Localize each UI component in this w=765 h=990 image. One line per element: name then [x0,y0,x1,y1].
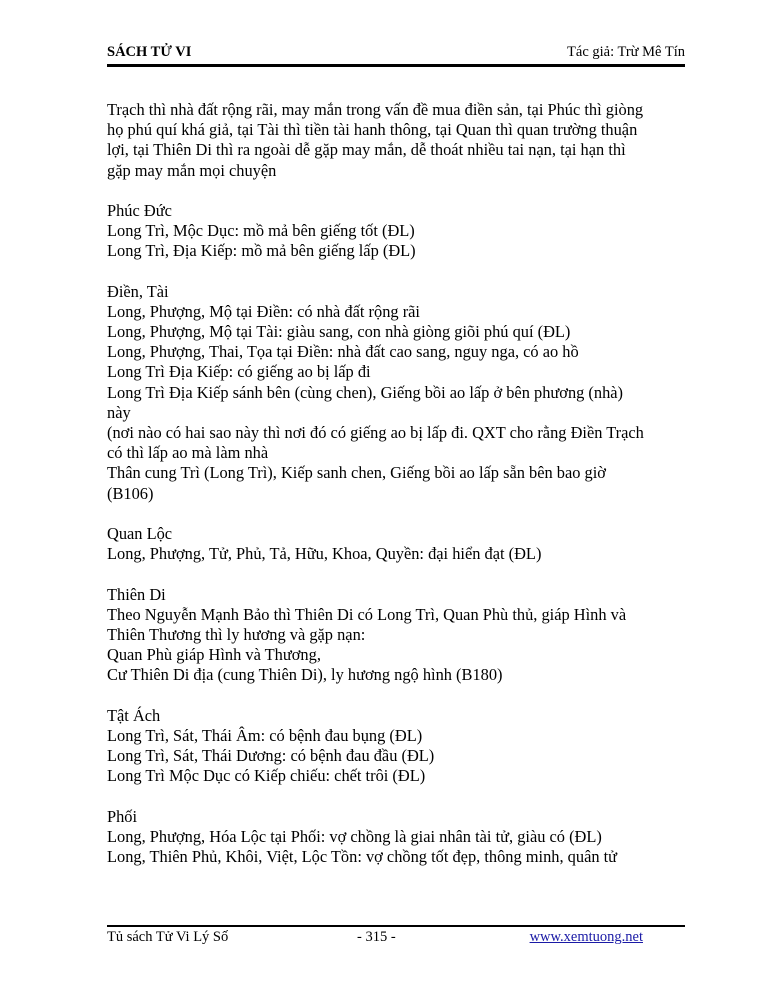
text-line: Long Trì, Sát, Thái Dương: có bệnh đau đầu (ĐL) [107,746,435,765]
text-line: Long Trì, Địa Kiếp: mồ mả bên giếng lấp (ĐL) [107,241,416,261]
text-line: (nơi nào có hai sao này thì nơi đó có giếng ao bị lấp đi. QXT cho rằng Điền Trạch [107,423,644,442]
text-line: Thân cung Trì (Long Trì), Kiếp sanh chen, Giếng bồi ao lấp sẵn bên bao giờ [107,463,606,483]
author: Tác giả: Trừ Mê Tín [567,44,685,60]
text-line: có thì lấp ao mà làm nhà [107,443,269,463]
text-line: Long Trì Địa Kiếp: có giếng ao bị lấp đi [107,362,371,382]
section-title: Quan Lộc [107,523,173,543]
spacer [107,685,687,705]
text-line: Cư Thiên Di địa (cung Thiên Di), ly hương ngộ hình (B180) [107,665,503,685]
text-line: Long Trì Địa Kiếp sánh bên (cùng chen), Giếng bồi ao lấp ở bên phương (nhà) [107,382,624,402]
text-line: Long, Phượng, Thai, Tọa tại Điền: nhà đất cao sang, nguy nga, có ao hồ [107,342,579,362]
text-line: Long Trì, Sát, Thái Âm: có bệnh đau bụng (ĐL) [107,725,423,745]
text-line: lợi, tại Thiên Di thì ra ngoài dễ gặp may mắn, dễ thoát nhiều tai nạn, tại hạn thì [107,140,626,160]
spacer [107,504,687,524]
section-thien-di [107,585,687,686]
text-line: Theo Nguyễn Mạnh Bảo thì Thiên Di có Long Trì, Quan Phù thủ, giáp Hình và [107,604,627,624]
section-title: Tật Ách [107,705,161,725]
section-title: Điền, Tài [107,281,169,301]
text-line: Long, Thiên Phủ, Khôi, Việt, Lộc Tồn: vợ chồng tốt đẹp, thông minh, quân tử [107,846,618,866]
section-phuc-duc [107,201,687,262]
text-line: gặp may mắn mọi chuyện [107,160,277,180]
header-rule [107,64,685,67]
text-line: Long, Phượng, Mộ tại Tài: giàu sang, con nhà giòng giõi phú quí (ĐL) [107,322,571,342]
text-line: Quan Phù giáp Hình và Thương, [107,645,321,665]
text-line: Long Trì Mộc Dục có Kiếp chiếu: chết trôi (ĐL) [107,766,426,786]
text-line: Long, Phượng, Mộ tại Điền: có nhà đất rộng rãi [107,301,420,321]
section-phoi [107,807,687,868]
section-quan-loc [107,524,687,564]
spacer [107,262,687,282]
website-link[interactable]: www.xemtuong.net [529,929,643,945]
section-title: Phối [107,806,138,826]
text-line: Long Trì, Mộc Dục: mồ mả bên giếng tốt (ĐL) [107,221,415,241]
section-title: Phúc Đức [107,200,172,220]
footer-rule [107,925,685,927]
page-number: - 315 - [357,929,396,945]
series-name: Tủ sách Tử Vi Lý Số [107,929,229,945]
section-tat-ach [107,706,687,787]
text-line: Long, Phượng, Hóa Lộc tại Phối: vợ chồng là giai nhân tài tử, giàu có (ĐL) [107,826,602,846]
spacer [107,564,687,584]
text-line: Long, Phượng, Tử, Phủ, Tả, Hữu, Khoa, Quyền: đại hiển đạt (ĐL) [107,544,542,564]
page-body [107,100,687,867]
page-header [107,44,685,64]
book-title: SÁCH TỬ VI [107,44,192,60]
text-line: này [107,402,131,422]
text-line: (B106) [107,483,154,503]
text-line: Thiên Thương thì ly hương và gặp nạn: [107,624,366,644]
spacer [107,786,687,806]
intro-paragraph [107,100,687,181]
page-footer [107,929,685,947]
spacer [107,181,687,201]
text-line: họ phú quí khá giả, tại Tài thì tiền tài hanh thông, tại Quan thì quan trường thuận [107,120,638,140]
section-title: Thiên Di [107,584,166,604]
section-dien-tai [107,282,687,504]
text-line: Trạch thì nhà đất rộng rãi, may mắn trong vấn đề mua điền sản, tại Phúc thì giòng [107,100,644,119]
